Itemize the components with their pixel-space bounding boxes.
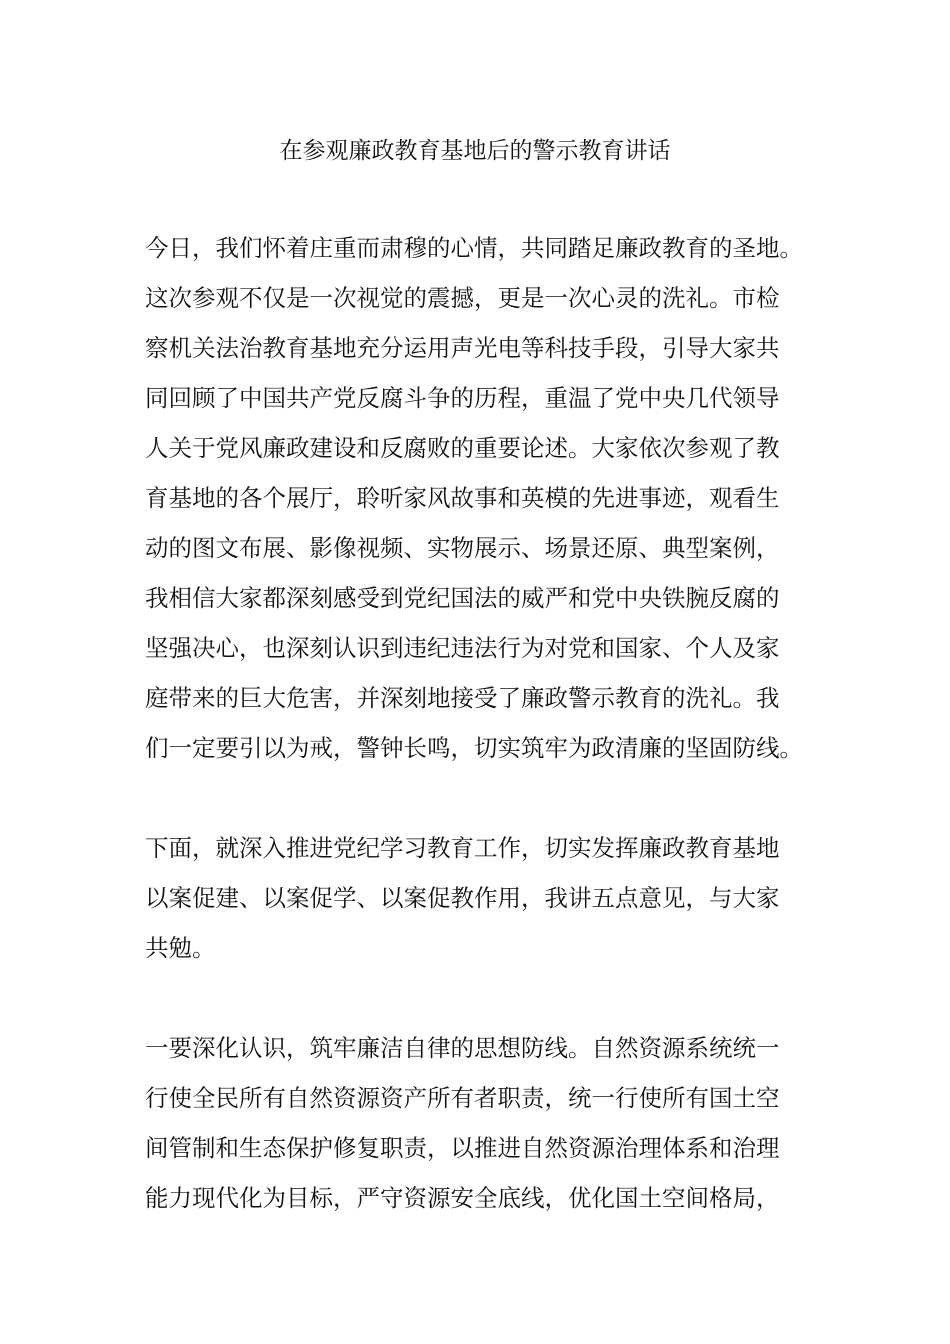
text-line: 共勉。 [145, 934, 216, 962]
text-line: 们一定要引以为戒，警钟长鸣，切实筑牢为政清廉的坚固防线。 [145, 734, 803, 762]
text-line: 育基地的各个展厅，聆听家风故事和英模的先进事迹，观看生 [145, 484, 780, 512]
text-line: 能力现代化为目标，严守资源安全底线，优化国土空间格局， [145, 1184, 780, 1212]
text-line: 下面，就深入推进党纪学习教育工作，切实发挥廉政教育基地 [145, 834, 780, 862]
text-line: 行使全民所有自然资源资产所有者职责，统一行使所有国土空 [145, 1084, 780, 1112]
text-line: 这次参观不仅是一次视觉的震撼，更是一次心灵的洗礼。市检 [145, 284, 780, 312]
text-line: 以案促建、以案促学、以案促教作用，我讲五点意见，与大家 [145, 884, 780, 912]
text-line: 今日，我们怀着庄重而肃穆的心情，共同踏足廉政教育的圣地。 [145, 234, 803, 262]
text-line: 察机关法治教育基地充分运用声光电等科技手段，引导大家共 [145, 334, 780, 362]
text-line: 同回顾了中国共产党反腐斗争的历程，重温了党中央几代领导 [145, 384, 780, 412]
text-line: 一要深化认识，筑牢廉洁自律的思想防线。自然资源系统统一 [145, 1034, 780, 1062]
text-line: 庭带来的巨大危害，并深刻地接受了廉政警示教育的洗礼。我 [145, 684, 780, 712]
document-title: 在参观廉政教育基地后的警示教育讲话 [279, 138, 671, 164]
text-line: 动的图文布展、影像视频、实物展示、场景还原、典型案例， [145, 534, 780, 562]
paragraph-intro [145, 823, 810, 973]
text-line: 人关于党风廉政建设和反腐败的重要论述。大家依次参观了教 [145, 434, 780, 462]
text-line: 我相信大家都深刻感受到党纪国法的威严和党中央铁腕反腐的 [145, 584, 780, 612]
text-line: 坚强决心，也深刻认识到违纪违法行为对党和国家、个人及家 [145, 634, 780, 662]
paragraph-point-one [145, 1023, 810, 1223]
document-body [145, 223, 810, 1273]
paragraph-opening [145, 223, 810, 773]
text-line: 间管制和生态保护修复职责，以推进自然资源治理体系和治理 [145, 1134, 780, 1162]
